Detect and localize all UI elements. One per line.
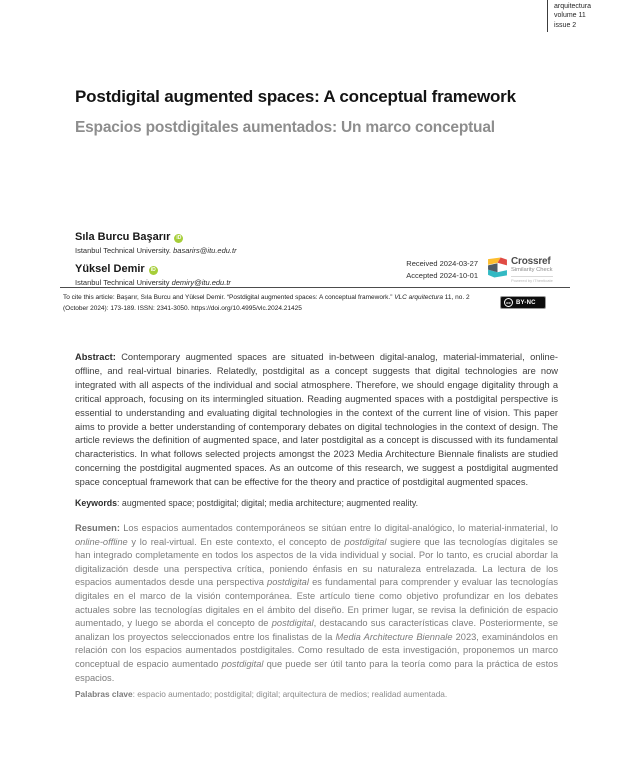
resumen-italic: postdigital xyxy=(271,618,314,629)
keywords-line xyxy=(75,497,558,509)
abstract-label: Abstract: xyxy=(75,352,116,362)
resumen-italic: postdigital xyxy=(267,577,309,588)
resumen-paragraph xyxy=(75,522,558,685)
author-email: demiry@itu.edu.tr xyxy=(171,278,231,287)
author-name: Sıla Burcu Başarır xyxy=(75,231,171,243)
crossref-similarity-check-badge[interactable] xyxy=(487,256,553,283)
orcid-icon[interactable]: iD xyxy=(176,235,182,241)
keywords-text: : augmented space; postdigital; digital; media architecture; augmented reality. xyxy=(117,498,419,509)
cc-icon: cc xyxy=(504,298,513,307)
crossref-brand-label: Crossref xyxy=(511,256,551,267)
journal-volume: volume 11 xyxy=(554,12,586,20)
author-name: Yüksel Demir xyxy=(75,263,145,275)
accepted-date: Accepted 2024-10-01 xyxy=(406,271,478,280)
article-front-matter xyxy=(75,351,558,700)
affiliation-text: Istanbul Technical University xyxy=(75,278,170,287)
resumen-text: Los espacios aumentados contemporáneos se sitúan entre lo digital-analógico, lo material-inmaterial, lo xyxy=(119,523,558,534)
resumen-italic: postdigital xyxy=(344,536,387,547)
author-entry xyxy=(75,259,237,288)
resumen-text: es fundamental para comprender y evaluar las tecnologías digitales en el marco de la visión contemporánea. Este artículo tiene como objetivo profundizar en los debates actuales sobre las tecnologías digitales en el ámbito del diseño. En primer lugar, se revisa la definición de espacio aumentado, y luego se aborda el concepto de xyxy=(75,577,558,629)
doi-link[interactable]: https://doi.org/10.4995/vlc.2024.21425 xyxy=(191,304,302,312)
author-email: basarirs@itu.edu.tr xyxy=(173,246,237,255)
authors-block xyxy=(75,227,237,288)
author-affiliation xyxy=(75,246,237,256)
palabras-clave-label: Palabras clave xyxy=(75,689,133,700)
abstract-paragraph xyxy=(75,351,558,490)
received-date: Received 2024-03-27 xyxy=(406,259,478,268)
similarity-check-label: Similarity Check xyxy=(511,267,553,273)
journal-masthead xyxy=(547,0,591,32)
resumen-italic: online-offline xyxy=(75,536,128,547)
article-title-english: Postdigital augmented spaces: A conceptual framework xyxy=(75,87,516,106)
crossref-logo-icon xyxy=(487,257,508,278)
affiliation-text: Istanbul Technical University. xyxy=(75,246,172,255)
keywords-label: Keywords xyxy=(75,498,118,509)
palabras-clave-text: : espacio aumentado; postdigital; digital; arquitectura de medios; realidad aumentada. xyxy=(132,689,448,700)
palabras-clave-line xyxy=(75,689,558,700)
journal-name: arquitectura xyxy=(554,3,591,10)
abstract-text: Contemporary augmented spaces are situated in-between digital-analog, material-immaterial, online-offline, and real-virtual binaries. Relatedly, postdigital as a concept suggests that digital technologies are now integrated with all aspects of the individual and social atmosphere. Therefore, we should engage digitality through a critical approach, focusing on its intermingled situation. Reading augmented spaces with a postdigital perspective is essential to understanding and evaluating digital technologies in the context of the current line of vision. This paper aims to provide a better understanding of contemporary debates on digital technologies in the context of design. The article reviews the definition of augmented space, and later postdigital as a concept is discussed with its fundamental characteristics. In what follows selected projects amongst the 2023 Media Architecture Biennale finalists are studied concerning the postdigital augmented spaces. As an outcome of this research, we suggest a postdigital augmented space conceptual framework that can be effective for the theory and practice of postdigital augmented spaces. xyxy=(75,352,558,488)
resumen-text: 2023, examinándolos en relación con los espacios aumentados postdigitales. Como resultado de esta investigación, proponemos un marco conceptual de espacio aumentado xyxy=(75,631,558,669)
resumen-text: que puede ser útil tanto para la teoría como para la práctica de estos espacios. xyxy=(75,659,558,683)
citation-part2: 11, no. 2 (October 2024): 173-189. ISSN: 2341-3050. xyxy=(63,294,470,312)
resumen-italic: postdigital xyxy=(221,659,264,669)
resumen-label: Resumen: xyxy=(75,523,120,534)
dates-block xyxy=(368,258,478,282)
powered-by-label: Powered by iThenticate xyxy=(511,278,553,283)
citation-part1: To cite this article: Başarır, Sıla Burcu and Yüksel Demir. “Postdigital augmented spaces: A conceptual framework.” xyxy=(63,294,395,301)
cc-by-nc-badge[interactable] xyxy=(500,296,546,309)
cc-license-label: BY-NC xyxy=(516,299,536,306)
resumen-italic: Media Architecture Biennale xyxy=(335,631,453,642)
orcid-icon[interactable]: iD xyxy=(150,267,156,273)
citation-text xyxy=(63,293,487,314)
cited-journal-title: VLC arquitectura xyxy=(394,294,443,301)
resumen-text: sugiere que las tecnologías digitales se han integrado completamente en todos los aspectos de la vida individual y social. Por lo tanto, es crucial abordar la digitalización desde una perspectiva crítica, poniendo énfasis en su naturaleza entrelazada. La lectura de los espacios aumentados desde una perspectiva xyxy=(75,536,558,588)
author-name-row xyxy=(75,227,237,245)
author-entry xyxy=(75,227,237,256)
journal-issue: issue 2 xyxy=(554,21,577,29)
author-name-row xyxy=(75,259,237,277)
header-divider xyxy=(60,287,570,288)
article-title-spanish: Espacios postdigitales aumentados: Un marco conceptual xyxy=(75,119,495,136)
resumen-text: , destacando sus características clave. Posteriormente, se analizan los proyectos seleccionados entre los finalistas de la xyxy=(75,618,559,642)
resumen-text: y lo real-virtual. En este contexto, el concepto de xyxy=(127,536,345,547)
crossref-text-block xyxy=(511,256,553,283)
